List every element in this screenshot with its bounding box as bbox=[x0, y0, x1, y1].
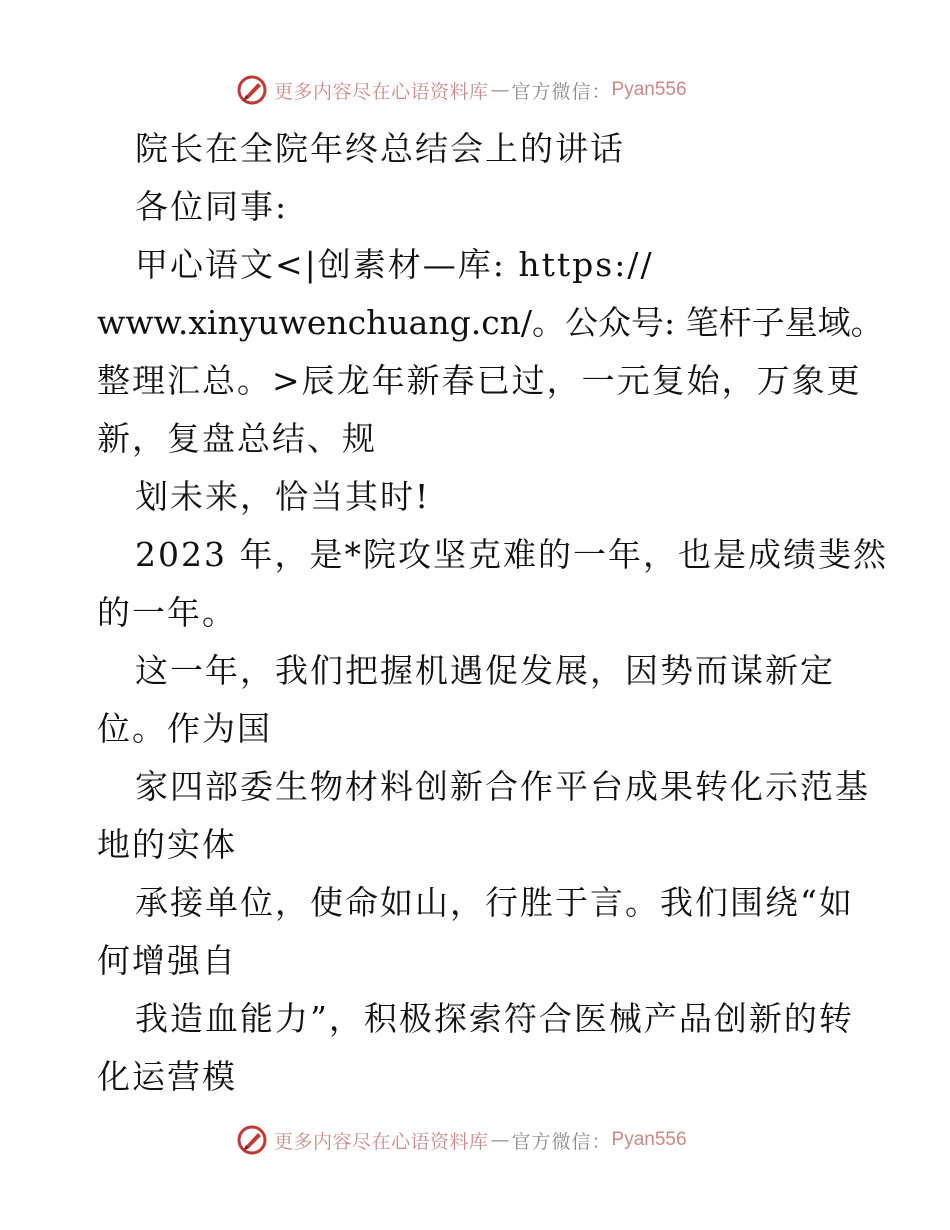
text-line: 整理汇总。>辰龙年新春已过，一元复始，万象更 bbox=[97, 361, 862, 400]
salutation: 各位同事: bbox=[135, 187, 289, 226]
banner-official-label: 官方微信： bbox=[511, 1130, 612, 1153]
banner-account: Pyan556 bbox=[611, 79, 687, 100]
banner-main-text: 更多内容尽在心语资料库 bbox=[274, 80, 489, 103]
text-line: 位。作为国 bbox=[97, 709, 272, 748]
document-body bbox=[97, 120, 888, 1106]
text-line: 新，复盘总结、规 bbox=[97, 419, 377, 458]
text-line: 的一年。 bbox=[97, 593, 237, 632]
banner-official-label: 官方微信： bbox=[511, 80, 612, 103]
text-line: 这一年，我们把握机遇促发展，因势而谋新定 bbox=[135, 651, 835, 690]
header-banner bbox=[236, 73, 756, 107]
text-line: 2023 年，是*院攻坚克难的一年，也是成绩斐然 bbox=[135, 535, 888, 574]
text-line: 家四部委生物材料创新合作平台成果转化示范基 bbox=[135, 767, 870, 806]
pen-logo-icon bbox=[236, 1124, 268, 1156]
text-line: 我造血能力”，积极探索符合医械产品创新的转 bbox=[135, 999, 854, 1038]
banner-dash: — bbox=[490, 1129, 510, 1151]
text-line: 何增强自 bbox=[97, 941, 237, 980]
text-line: 化运营模 bbox=[97, 1057, 237, 1096]
text-line: 承接单位，使命如山，行胜于言。我们围绕“如 bbox=[135, 883, 854, 922]
text-line: 划未来，恰当其时! bbox=[135, 477, 431, 516]
document-title: 院长在全院年终总结会上的讲话 bbox=[135, 129, 625, 168]
banner-main-text: 更多内容尽在心语资料库 bbox=[274, 1130, 489, 1153]
banner-dash: — bbox=[490, 79, 510, 101]
banner-account: Pyan556 bbox=[611, 1129, 687, 1150]
text-line: 甲心语文<|创素材—库: https:// bbox=[135, 245, 654, 284]
footer-banner bbox=[236, 1123, 756, 1157]
pen-logo-icon bbox=[236, 74, 268, 106]
text-line: 地的实体 bbox=[97, 825, 237, 864]
text-line: www.xinyuwenchuang.cn/。公众号: 笔杆子星域。 bbox=[97, 303, 884, 342]
